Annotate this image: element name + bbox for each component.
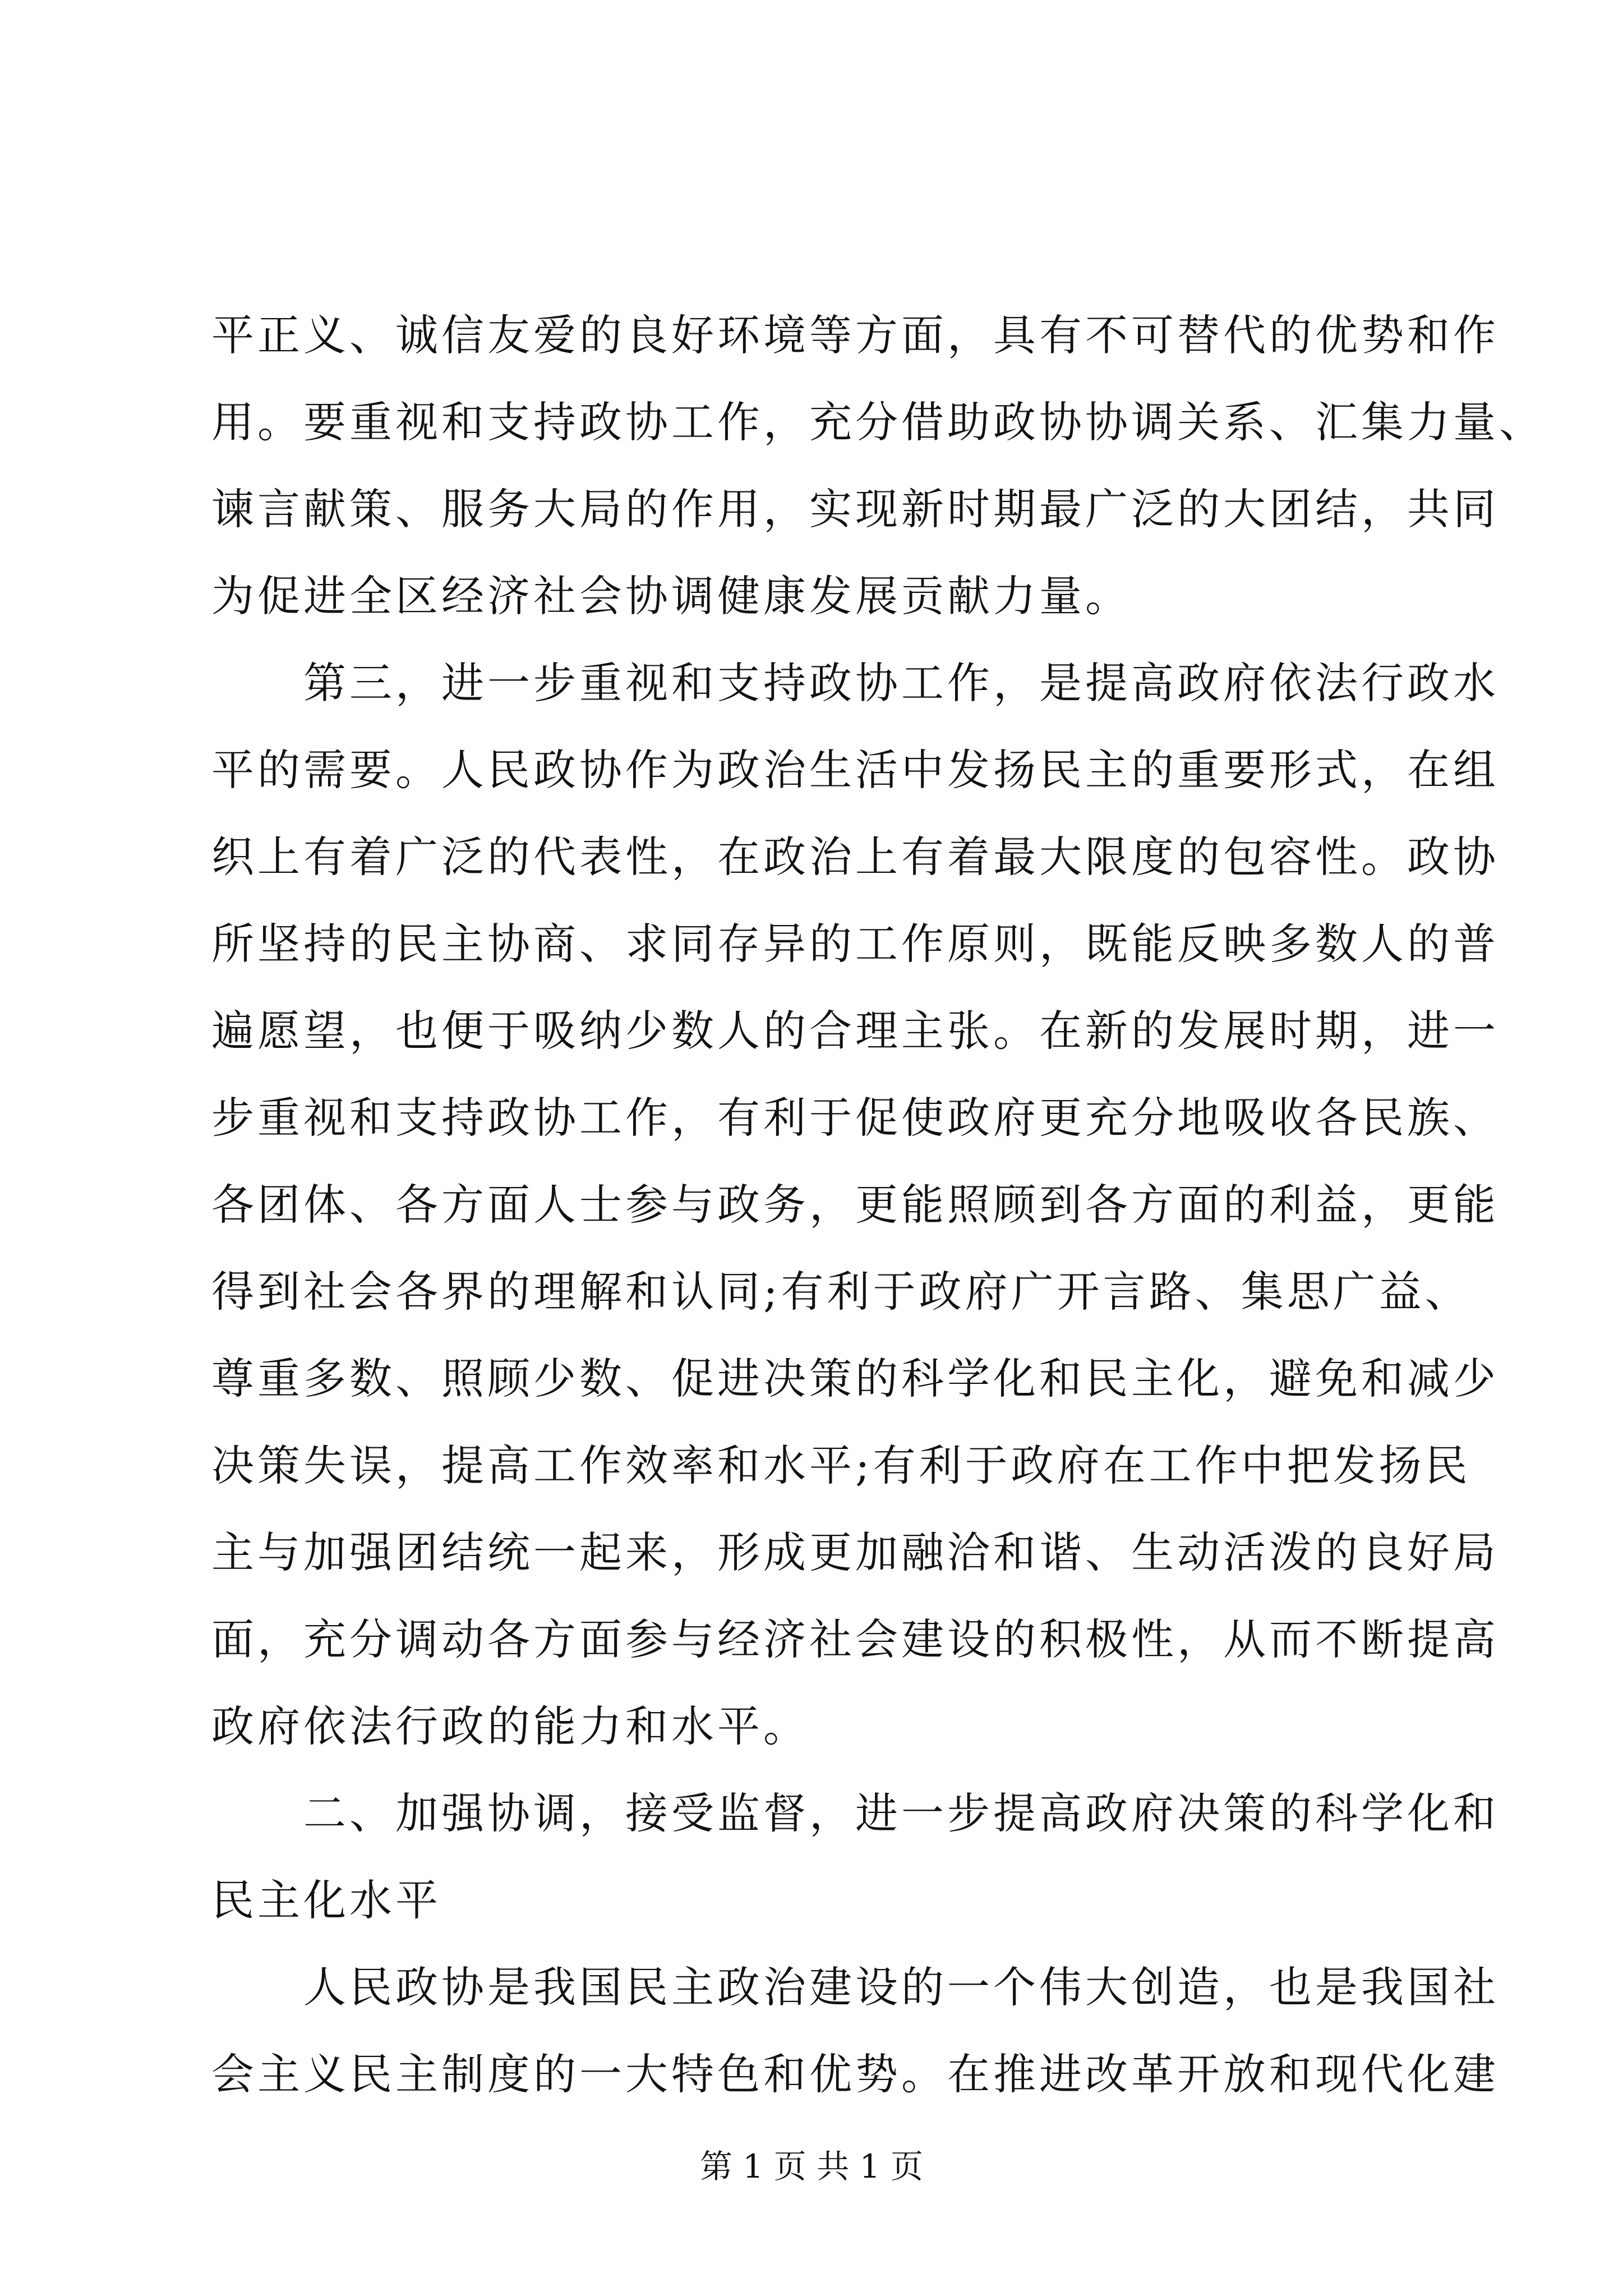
text-line: 得到社会各界的理解和认同;有利于政府广开言路、集思广益、: [211, 1267, 1471, 1317]
text-line: 平的需要。人民政协作为政治生活中发扬民主的重要形式，在组: [211, 745, 1499, 795]
text-line: 会主义民主制度的一大特色和优势。在推进改革开放和现代化建: [211, 2049, 1499, 2099]
text-line: 第三，进一步重视和支持政协工作，是提高政府依法行政水: [211, 658, 1499, 708]
text-line: 为促进全区经济社会协调健康发展贡献力量。: [211, 571, 1131, 621]
document-body: [211, 292, 1545, 2118]
section-heading-line: 二、加强协调，接受监督，进一步提高政府决策的科学化和: [211, 1788, 1499, 1838]
text-line: 织上有着广泛的代表性，在政治上有着最大限度的包容性。政协: [211, 832, 1499, 882]
text-line: 主与加强团结统一起来，形成更加融洽和谐、生动活泼的良好局: [211, 1527, 1499, 1577]
text-line: 政府依法行政的能力和水平。: [211, 1701, 809, 1751]
text-line: 谏言献策、服务大局的作用，实现新时期最广泛的大团结，共同: [211, 484, 1499, 534]
text-line: 各团体、各方面人士参与政务，更能照顾到各方面的利益，更能: [211, 1180, 1499, 1230]
text-line: 尊重多数、照顾少数、促进决策的科学化和民主化，避免和减少: [211, 1354, 1499, 1404]
text-line: 决策失误，提高工作效率和水平;有利于政府在工作中把发扬民: [211, 1441, 1471, 1490]
text-line: 所坚持的民主协商、求同存异的工作原则，既能反映多数人的普: [211, 919, 1499, 969]
text-line: 人民政协是我国民主政治建设的一个伟大创造，也是我国社: [211, 1962, 1499, 2012]
text-line: 用。要重视和支持政协工作，充分借助政协协调关系、汇集力量、: [211, 397, 1545, 447]
section-heading-line: 民主化水平: [211, 1875, 441, 1925]
text-line: 遍愿望，也便于吸纳少数人的合理主张。在新的发展时期，进一: [211, 1006, 1499, 1056]
text-line: 步重视和支持政协工作，有利于促使政府更充分地吸收各民族、: [211, 1093, 1499, 1143]
page-footer: 第 1 页 共 1 页: [700, 2147, 923, 2185]
text-line: 平正义、诚信友爱的良好环境等方面，具有不可替代的优势和作: [211, 310, 1499, 360]
text-line: 面，充分调动各方面参与经济社会建设的积极性，从而不断提高: [211, 1614, 1499, 1664]
